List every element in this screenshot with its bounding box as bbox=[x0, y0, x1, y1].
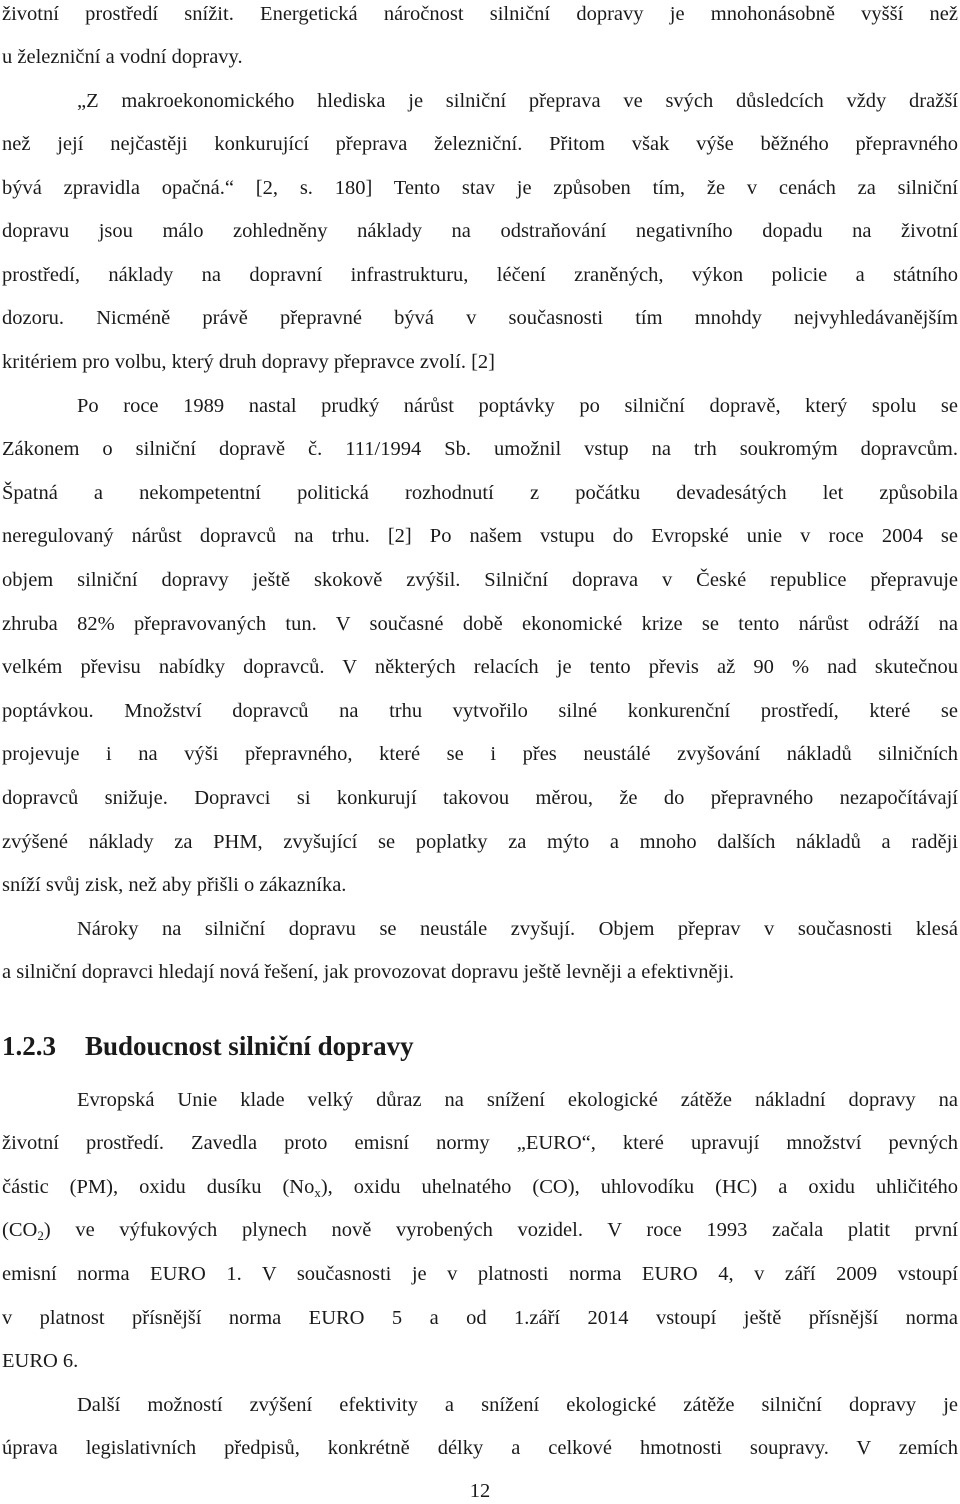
text-line: a silniční dopravci hledají nová řešení, jak provozovat dopravu ještě levněji a efektivněji. bbox=[2, 961, 735, 983]
text-segment: částic (PM), oxidu dusíku (No bbox=[2, 1176, 315, 1198]
text-line: sníží svůj zisk, než aby přišli o zákazníka. bbox=[2, 874, 347, 896]
text-line: životní prostředí. Zavedla proto emisní normy „EURO“, které upravují množství pevných bbox=[2, 1132, 958, 1154]
text-line: u železniční a vodní dopravy. bbox=[2, 46, 243, 68]
text-line: Po roce 1989 nastal prudký nárůst poptávky po silniční dopravě, který spolu se bbox=[77, 395, 958, 417]
text-line: „Z makroekonomického hlediska je silniční přeprava ve svých důsledcích vždy dražší bbox=[77, 90, 958, 112]
text-line: v platnost přísnější norma EURO 5 a od 1.září 2014 vstoupí ještě přísnější norma bbox=[2, 1307, 958, 1329]
text-line: kritériem pro volbu, který druh dopravy přepravce zvolí. [2] bbox=[2, 351, 495, 373]
text-segment: ) ve výfukových plynech nově vyrobených vozidel. V roce 1993 začala platit první bbox=[43, 1219, 958, 1241]
section-heading bbox=[2, 1029, 414, 1063]
subscript: 2 bbox=[37, 1228, 44, 1243]
text-segment: (CO bbox=[2, 1219, 38, 1241]
text-line: bývá zpravidla opačná.“ [2, s. 180] Tento stav je způsoben tím, že v cenách za silniční bbox=[2, 177, 958, 199]
text-line: prostředí, náklady na dopravní infrastrukturu, léčení zraněných, výkon policie a státního bbox=[2, 264, 958, 286]
text-line: neregulovaný nárůst dopravců na trhu. [2] Po našem vstupu do Evropské unie v roce 2004 se bbox=[2, 525, 958, 547]
text-line: velkém převisu nabídky dopravců. V některých relacích je tento převis až 90 % nad skutečnou bbox=[2, 656, 958, 678]
text-line: Evropská Unie klade velký důraz na snížení ekologické zátěže nákladní dopravy na bbox=[77, 1089, 958, 1111]
page-number: 12 bbox=[469, 1480, 491, 1502]
text-line bbox=[2, 1174, 958, 1200]
text-line: Nároky na silniční dopravu se neustále zvyšují. Objem přeprav v současnosti klesá bbox=[77, 918, 958, 940]
text-line: zhruba 82% přepravovaných tun. V současné době ekonomické krize se tento nárůst odráží na bbox=[2, 613, 958, 635]
text-line: dopravců snižuje. Dopravci si konkurují takovou měrou, že do přepravného nezapočítávají bbox=[2, 787, 958, 809]
text-line: poptávkou. Množství dopravců na trhu vytvořilo silné konkurenční prostředí, které se bbox=[2, 700, 958, 722]
text-line: EURO 6. bbox=[2, 1350, 79, 1372]
text-line: Špatná a nekompetentní politická rozhodnutí z počátku devadesátých let způsobila bbox=[2, 482, 958, 504]
subscript: x bbox=[314, 1185, 321, 1200]
text-line: úprava legislativních předpisů, konkrétně délky a celkové hmotnosti soupravy. V zemích bbox=[2, 1437, 958, 1459]
text-line: dopravu jsou málo zohledněny náklady na odstraňování negativního dopadu na životní bbox=[2, 220, 958, 242]
text-line: dozoru. Nicméně právě přepravné bývá v současnosti tím mnohdy nejvyhledávanějším bbox=[2, 307, 958, 329]
text-segment: ), oxidu uhelnatého (CO), uhlovodíku (HC) a oxidu uhličitého bbox=[320, 1176, 959, 1198]
text-line: projevuje i na výši přepravného, které se i přes neustálé zvyšování nákladů silničních bbox=[2, 743, 958, 765]
text-line: Další možností zvýšení efektivity a snížení ekologické zátěže silniční dopravy je bbox=[77, 1394, 958, 1416]
text-line: než její nejčastěji konkurující přeprava železniční. Přitom však výše běžného přepravného bbox=[2, 133, 958, 155]
text-line: zvýšené náklady za PHM, zvyšující se poplatky za mýto a mnoho dalších nákladů a raději bbox=[2, 831, 958, 853]
text-line: Zákonem o silniční dopravě č. 111/1994 Sb. umožnil vstup na trh soukromým dopravcům. bbox=[2, 438, 958, 460]
text-line bbox=[2, 1217, 958, 1243]
text-line: životní prostředí snížit. Energetická náročnost silniční dopravy je mnohonásobně vyšší než bbox=[2, 3, 958, 25]
text-line: objem silniční dopravy ještě skokově zvýšil. Silniční doprava v České republice přepravuje bbox=[2, 569, 958, 591]
section-title: Budoucnost silniční dopravy bbox=[85, 1031, 414, 1061]
text-line: emisní norma EURO 1. V současnosti je v platnosti norma EURO 4, v září 2009 vstoupí bbox=[2, 1263, 958, 1285]
section-number: 1.2.3 bbox=[2, 1031, 56, 1061]
